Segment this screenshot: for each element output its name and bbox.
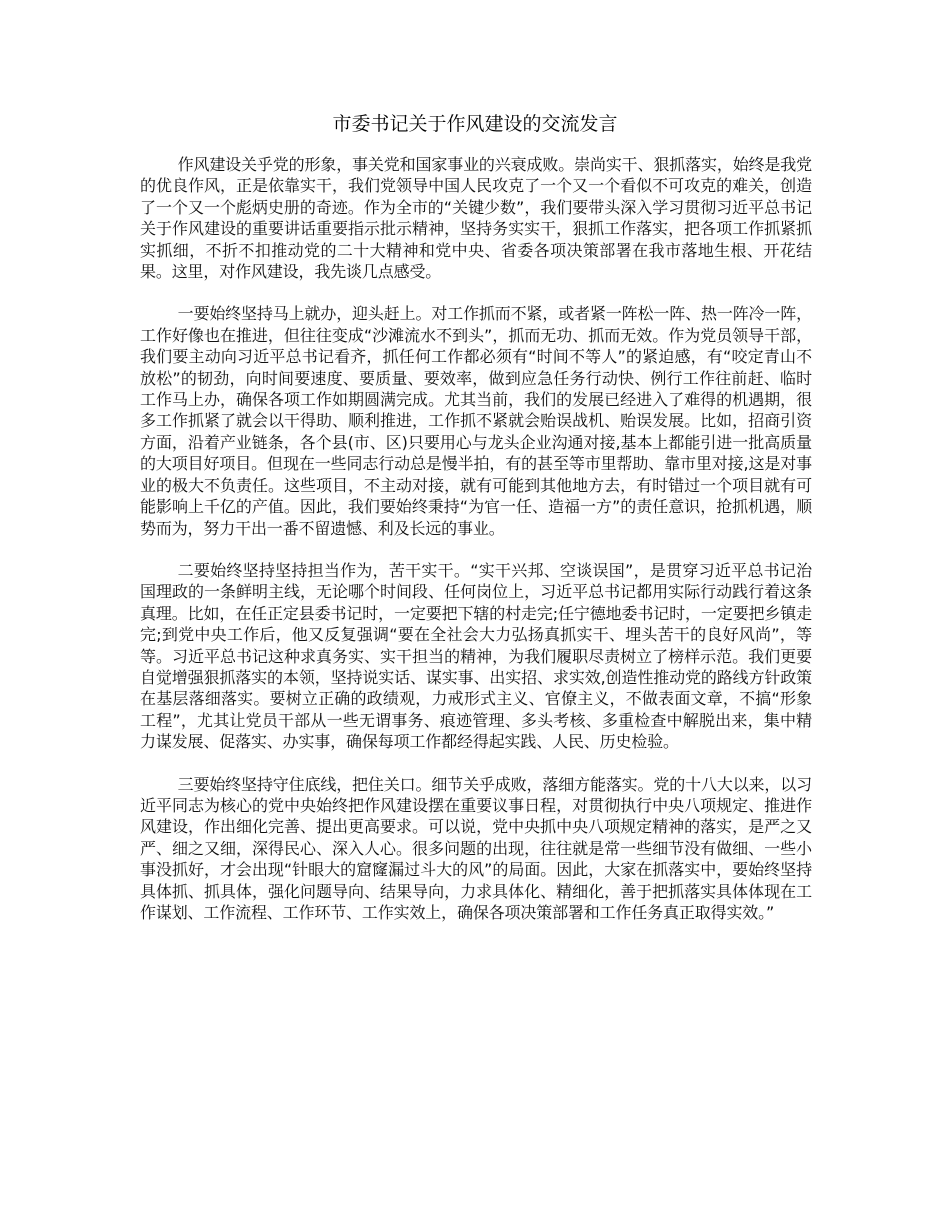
paragraph-point-two: 二要始终坚持坚持担当作为，苦干实干。“实干兴邦、空谈误国”，是贯穿习近平总书记治国理政的一条鲜明主线，无论哪个时间段、任何岗位上，习近平总书记都用实际行动践行着这条真理。比如，在任正定县委书记时，一定要把下辖的村走完;任宁德地委书记时，一定要把乡镇走完;到党中央工作后，他又反复强调“要在全社会大力弘扬真抓实干、埋头苦干的良好风尚”，等等。习近平总书记这种求真务实、实干担当的精神，为我们履职尽责树立了榜样示范。我们更要自觉增强狠抓落实的本领，坚持说实话、谋实事、出实招、求实效,创造性推动党的路线方针政策在基层落细落实。要树立正确的政绩观，力戒形式主义、官僚主义，不做表面文章，不搞“形象工程”，尤其让党员干部从一些无谓事务、痕迹管理、多头考核、多重检查中解脱出来，集中精力谋发展、促落实、办实事，确保每项工作都经得起实践、人民、历史检验。 (140, 560, 812, 752)
document-body (140, 154, 812, 944)
paragraph-intro: 作风建设关乎党的形象，事关党和国家事业的兴衰成败。崇尚实干、狠抓落实，始终是我党的优良作风，正是依靠实干，我们党领导中国人民攻克了一个又一个看似不可攻克的难关，创造了一个又一个彪炳史册的奇迹。作为全市的“关键少数”，我们要带头深入学习贯彻习近平总书记关于作风建设的重要讲话重要指示批示精神，坚持务实实干，狠抓工作落实，把各项工作抓紧抓实抓细，不折不扣推动党的二十大精神和党中央、省委各项决策部署在我市落地生根、开花结果。这里，对作风建设，我先谈几点感受。 (140, 155, 812, 282)
paragraph-point-one: 一要始终坚持马上就办，迎头赶上。对工作抓而不紧，或者紧一阵松一阵、热一阵冷一阵，工作好像也在推进，但往往变成“沙滩流水不到头”，抓而无功、抓而无效。作为党员领导干部，我们要主动向习近平总书记看齐，抓任何工作都必须有“时间不等人”的紧迫感，有“咬定青山不放松”的韧劲，向时间要速度、要质量、要效率，做到应急任务行动快、例行工作往前赶、临时工作马上办，确保各项工作如期圆满完成。尤其当前，我们的发展已经进入了难得的机遇期，很多工作抓紧了就会以干得助、顺利推进，工作抓不紧就会贻误战机、贻误发展。比如，招商引资方面，沿着产业链条，各个县(市、区)只要用心与龙头企业沟通对接,基本上都能引进一批高质量的大项目好项目。但现在一些同志行动总是慢半拍，有的甚至等市里帮助、靠市里对接,这是对事业的极大不负责任。这些项目，不主动对接，就有可能到其他地方去，有时错过一个项目就有可能影响上千亿的产值。因此，我们要始终秉持“为官一任、造福一方”的责任意识，抢抓机遇，顺势而为，努力干出一番不留遗憾、利及长远的事业。 (140, 304, 812, 538)
document-title: 市委书记关于作风建设的交流发言 (332, 113, 618, 135)
paragraph-point-three: 三要始终坚持守住底线，把住关口。细节关乎成败，落细方能落实。党的十八大以来，以习近平同志为核心的党中央始终把作风建设摆在重要议事日程，对贯彻执行中央八项规定、推进作风建设，作出细化完善、提出更高要求。可以说，党中央抓中央八项规定精神的落实，是严之又严、细之又细，深得民心、深入人心。很多问题的出现，往往就是常一些细节没有做细、一些小事没抓好，才会出现“针眼大的窟窿漏过斗大的风”的局面。因此，大家在抓落实中，要始终坚持具体抓、抓具体，强化问题导向、结果导向，力求具体化、精细化，善于把抓落实具体体现在工作谋划、工作流程、工作环节、工作实效上，确保各项决策部署和工作任务真正取得实效。” (140, 774, 812, 922)
